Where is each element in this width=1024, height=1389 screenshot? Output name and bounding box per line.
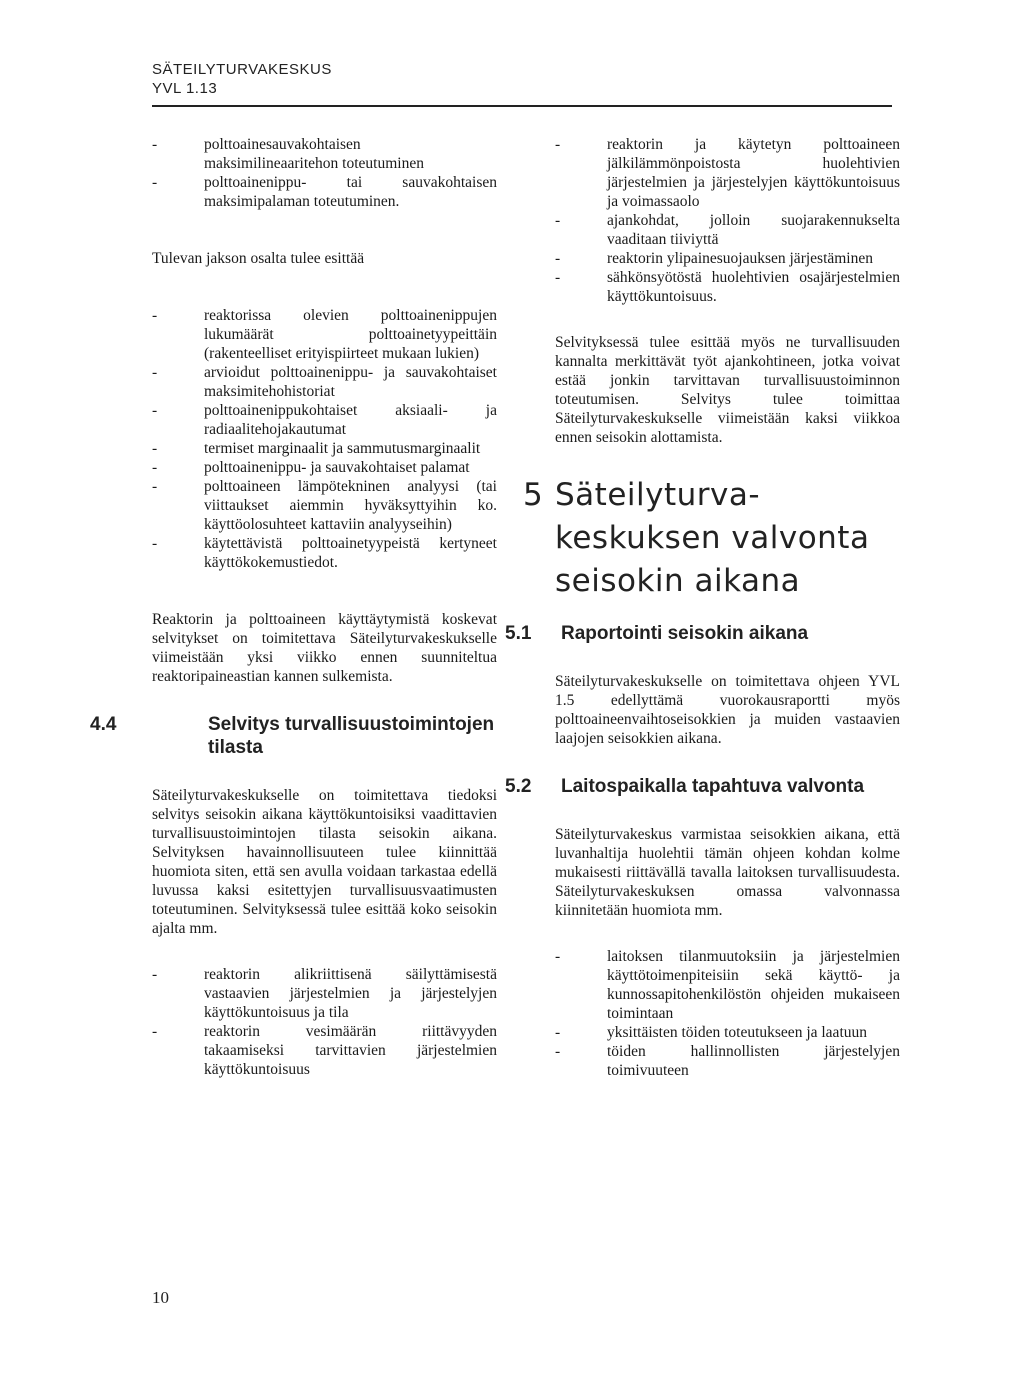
left-top-list [152, 135, 497, 211]
list-item: - polttoaineen lämpötekninen analyysi (tai viittaukset aiemmin hyväksyttyihin ko. käyttöolosuhteet kattaviin analyyseihin) [152, 477, 497, 534]
chapter-heading-5 [523, 474, 900, 603]
list-item: - yksittäisten töiden toteutukseen ja laatuun [555, 1023, 900, 1042]
chapter-title-line-3: seisokin aikana [555, 563, 801, 599]
list-item: - polttoainenippu- tai sauvakohtaisen maksimipalaman toteutuminen. [152, 173, 497, 211]
left-paragraph: Reaktorin ja polttoaineen käyttäytymistä koskevat selvitykset on toimitettava Säteilyturvakeskukselle viimeistään yksi viikko ennen suunniteltua reaktoripaineastian kannen sulkemista. [152, 611, 497, 685]
right-paragraph: Selvityksessä tulee esittää myös ne turvallisuuden kannalta merkittävät työt ajankohtineen, jotka voivat estää jonkin tarvittavan turvallisuustoiminnon toteutumisen. Selvitys tulee toimittaa Säteilyturvakeskukselle viimeistään kaksi viikkoa ennen seisokin alottamista. [555, 334, 900, 446]
list-item: - polttoainenippu- ja sauvakohtaiset palamat [152, 458, 497, 477]
left-paragraph-2: Säteilyturvakeskukselle on toimitettava tiedoksi selvitys seisokin aikana käyttökuntoisiksi vaadittavien turvallisuustoimintojen tilasta seisokin aikana. Selvityksen havainnollisuuteen tulee kiinnittää huomiota siten, että sen avulla voidaan tarkastaa edellä luvussa kaksi esitettyjen turvallisuusvaatimusten toteutuminen. Selvityksessä tulee esittää koko seisokin ajalta mm. [152, 787, 497, 937]
page-number: 10 [152, 1288, 169, 1307]
section-heading-4-4 [90, 713, 497, 759]
section-number: 5.1 [505, 623, 532, 644]
list-item: - reaktorin vesimäärän riittävyyden takaamiseksi tarvittavien järjestelmien käyttökuntoisuus [152, 1022, 497, 1079]
section-number: 5.2 [505, 776, 532, 797]
left-intro: Tulevan jakson osalta tulee esittää [152, 250, 365, 267]
header-organization: SÄTEILYTURVAKESKUS [152, 61, 332, 78]
right-paragraph-5-2: Säteilyturvakeskus varmistaa seisokkien aikana, että luvanhaltija huolehtii tämän ohjeen kohdan kolme mukaisesti riittävällä tavalla laitoksen turvallisuudesta. Säteilyturvakeskuksen omassa valvonnassa kiinnitetään huomiota mm. [555, 826, 900, 919]
chapter-title-line-2: keskuksen valvonta [555, 520, 870, 556]
left-column [90, 135, 497, 1079]
section-number: 4.4 [90, 714, 117, 735]
section-title: Selvitys turvallisuustoimintojen tilasta [208, 714, 495, 758]
left-items-list [152, 306, 497, 572]
list-item: - reaktorin ja käytetyn polttoaineen jälkilämmönpoistosta huolehtivien järjestelmien ja järjestelyjen käyttökuntoisuus ja voimassaolo [555, 135, 900, 211]
chapter-title-line-1: Säteilyturva- [555, 477, 761, 513]
right-top-list [555, 135, 900, 306]
list-item: - reaktorin alikriittisenä säilyttämisestä vastaavien järjestelmien ja järjestelyjen käyttökuntoisuus ja tila [152, 965, 497, 1022]
section-title: Raportointi seisokin aikana [561, 623, 809, 644]
right-items52-list [555, 947, 900, 1080]
header-document-id: YVL 1.13 [152, 80, 218, 97]
list-item: - polttoainesauvakohtaisen maksimilineaaritehon toteutuminen [152, 135, 497, 173]
list-item: - laitoksen tilanmuutoksiin ja järjestelmien käyttötoimenpiteisiin sekä käyttö- ja kunnossapitohenkilöstön ohjeiden mukaiseen toimintaan [555, 947, 900, 1023]
page-header [152, 60, 892, 98]
section-title: Laitospaikalla tapahtuva valvonta [561, 776, 865, 797]
right-paragraph-5-1: Säteilyturvakeskukselle on toimitettava ohjeen YVL 1.5 edellyttämä vuorokausraportti myös polttoaineenvaihtoseisokkien ja muiden vastaavien laajojen seisokkien aikana. [555, 673, 900, 747]
list-item: - termiset marginaalit ja sammutusmarginaalit [152, 439, 497, 458]
list-item: - arvioidut polttoainenippu- ja sauvakohtaiset maksimitehohistoriat [152, 363, 497, 401]
left-items2-list [152, 965, 497, 1079]
chapter-number: 5 [523, 477, 544, 513]
section-heading-5-1 [505, 622, 900, 645]
list-item: - käytettävistä polttoainetyypeistä kertyneet käyttökokemustiedot. [152, 534, 497, 572]
list-item: - sähkönsyötöstä huolehtivien osajärjestelmien käyttökuntoisuus. [555, 268, 900, 306]
list-item: - polttoainenippukohtaiset aksiaali- ja radiaalitehojakautumat [152, 401, 497, 439]
header-rule [152, 105, 892, 107]
section-heading-5-2 [505, 775, 900, 798]
list-item: - reaktorin ylipainesuojauksen järjestäminen [555, 249, 900, 268]
list-item: - töiden hallinnollisten järjestelyjen toimivuuteen [555, 1042, 900, 1080]
list-item: - reaktorissa olevien polttoainenippujen lukumäärät polttoainetyypeittäin (rakenteelliset erityispiirteet mukaan lukien) [152, 306, 497, 363]
right-column [505, 135, 900, 1080]
list-item: - ajankohdat, jolloin suojarakennukselta vaaditaan tiiviyttä [555, 211, 900, 249]
